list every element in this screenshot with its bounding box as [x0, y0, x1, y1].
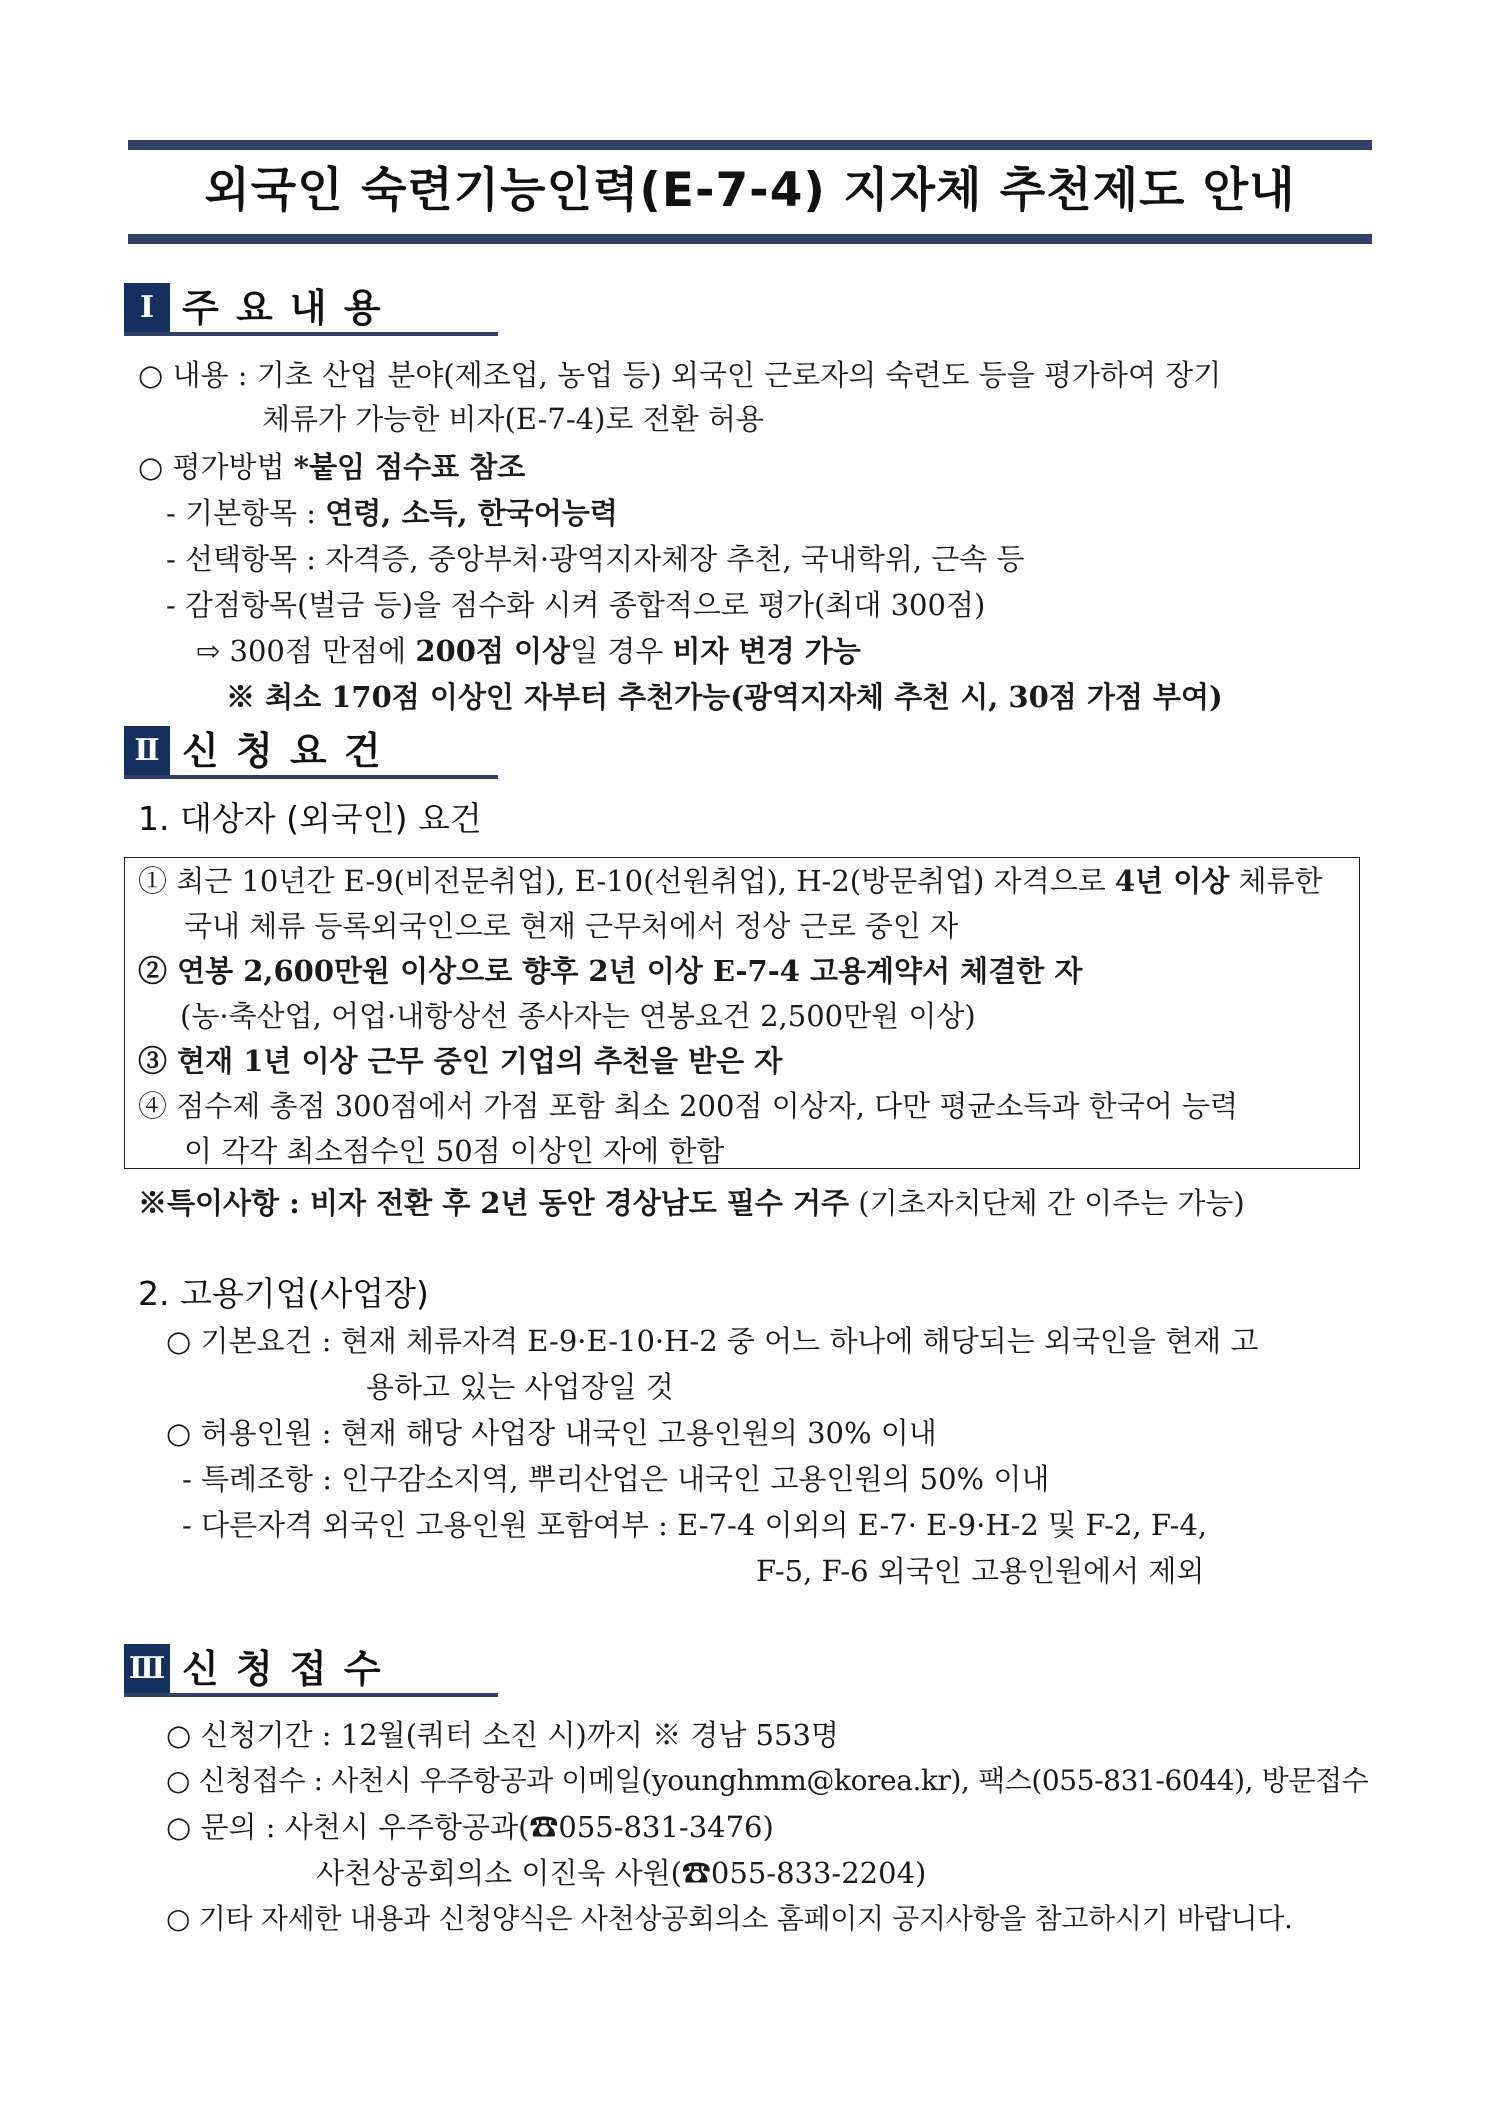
section-3-underline: [124, 1693, 498, 1697]
requirement-bold: 4년 이상: [1114, 864, 1230, 898]
section-3-title: 신 청 접 수: [182, 1647, 383, 1691]
inquiry-line: ○ 문의 : 사천시 우주항공과(☎055-831-3476): [166, 1810, 774, 1844]
basic-items-label: - 기본항목 :: [166, 496, 326, 530]
inquiry-line-2: 사천상공회의소 이진욱 사원(☎055-833-2204): [316, 1856, 927, 1890]
section-1-title: 주 요 내 용: [182, 286, 383, 330]
allowed-workers: ○ 허용인원 : 현재 해당 사업장 내국인 고용인원의 30% 이내: [166, 1416, 937, 1450]
other-info: ○ 기타 자세한 내용과 신청양식은 사천상공회의소 홈페이지 공지사항을 참고하시기 바랍니다.: [166, 1902, 1293, 1935]
application-submission: ○ 신청접수 : 사천시 우주항공과 이메일(younghmm@korea.kr), 팩스(055-831-6044), 방문접수: [166, 1764, 1369, 1797]
employer-requirement-cont: 용하고 있는 사업장일 것: [366, 1370, 674, 1404]
section-2-underline: [124, 775, 498, 779]
title-bottom-rule: [128, 234, 1372, 244]
content-line: 체류가 가능한 비자(E-7-4)로 전환 허용: [262, 402, 764, 436]
special-note-bold: ※특이사항 : 비자 전환 후 2년 동안 경상남도 필수 거주: [138, 1186, 850, 1220]
requirement-3: ③ 현재 1년 이상 근무 중인 기업의 추천을 받은 자: [138, 1044, 783, 1078]
page-title: 외국인 숙련기능인력(E-7-4) 지자체 추천제도 안내: [204, 163, 1296, 218]
section-2-number: Ⅱ: [124, 726, 170, 776]
basic-items-value: 연령, 소득, 한국어능력: [325, 496, 618, 530]
score-text: ⇨ 300점 만점에: [196, 634, 416, 668]
title-top-rule: [128, 140, 1372, 150]
deduction-items-line: - 감점항목(벌금 등)을 점수화 시켜 종합적으로 평가(최대 300점): [166, 588, 986, 622]
score-threshold-line: [196, 630, 861, 672]
evaluation-method-label: ○ 평가방법: [138, 450, 294, 484]
special-note: [138, 1182, 1245, 1224]
attachment-note: *붙임 점수표 참조: [293, 450, 526, 484]
section-1-header: [124, 283, 498, 335]
section-1-underline: [124, 332, 498, 336]
section-2-title: 신 청 요 건: [182, 729, 383, 773]
application-period: ○ 신청기간 : 12월(쿼터 소진 시)까지 ※ 경남 553명: [166, 1718, 839, 1752]
requirement-text: 체류한: [1229, 864, 1323, 898]
requirement-4-cont: 이 각각 최소점수인 50점 이상인 자에 한함: [184, 1134, 725, 1168]
requirement-text: ① 최근 10년간 E-9(비전문취업), E-10(선원취업), H-2(방문취업) 자격으로: [138, 864, 1115, 898]
section-3-number: Ⅲ: [124, 1644, 170, 1694]
special-provision: - 특례조항 : 인구감소지역, 뿌리산업은 내국인 고용인원의 50% 이내: [182, 1462, 1050, 1496]
special-note-text: (기초자치단체 간 이주는 가능): [849, 1186, 1245, 1220]
content-line: ○ 내용 : 기초 산업 분야(제조업, 농업 등) 외국인 근로자의 숙련도 등을 평가하여 장기: [138, 358, 1222, 392]
section-3-header: [124, 1644, 498, 1696]
basic-items-line: [166, 492, 618, 534]
requirement-1-cont: 국내 체류 등록외국인으로 현재 근무처에서 정상 근로 중인 자: [184, 909, 959, 943]
subsection-1-title: 1. 대상자 (외국인) 요건: [138, 799, 482, 838]
section-2-header: [124, 726, 498, 778]
score-text: 일 경우: [570, 634, 673, 668]
subsection-2-title: 2. 고용기업(사업장): [138, 1274, 429, 1313]
requirement-1: [138, 860, 1352, 902]
requirement-2: ② 연봉 2,600만원 이상으로 향후 2년 이상 E-7-4 고용계약서 체결한 자: [138, 954, 1083, 988]
section-1-number: Ⅰ: [124, 283, 170, 333]
minimum-score-note: ※ 최소 170점 이상인 자부터 추천가능(광역지자체 추천 시, 30점 가점 부여): [226, 680, 1223, 714]
score-bold: 200점 이상: [415, 634, 571, 668]
requirement-4: ④ 점수제 총점 300점에서 가점 포함 최소 200점 이상자, 다만 평균소득과 한국어 능력: [138, 1089, 1238, 1123]
optional-items-line: - 선택항목 : 자격증, 중앙부처·광역지자체장 추천, 국내학위, 근속 등: [166, 542, 1025, 576]
evaluation-method-line: [138, 446, 525, 488]
visa-change-bold: 비자 변경 가능: [672, 634, 861, 668]
requirement-2-cont: (농·축산업, 어업·내항상선 종사자는 연봉요건 2,500만원 이상): [180, 999, 976, 1033]
other-visa-inclusion: - 다른자격 외국인 고용인원 포함여부 : E-7-4 이외의 E-7· E-9·H-2 및 F-2, F-4,: [182, 1508, 1208, 1542]
other-visa-inclusion-cont: F-5, F-6 외국인 고용인원에서 제외: [756, 1554, 1205, 1588]
employer-requirement: ○ 기본요건 : 현재 체류자격 E-9·E-10·H-2 중 어느 하나에 해당되는 외국인을 현재 고: [166, 1324, 1259, 1358]
